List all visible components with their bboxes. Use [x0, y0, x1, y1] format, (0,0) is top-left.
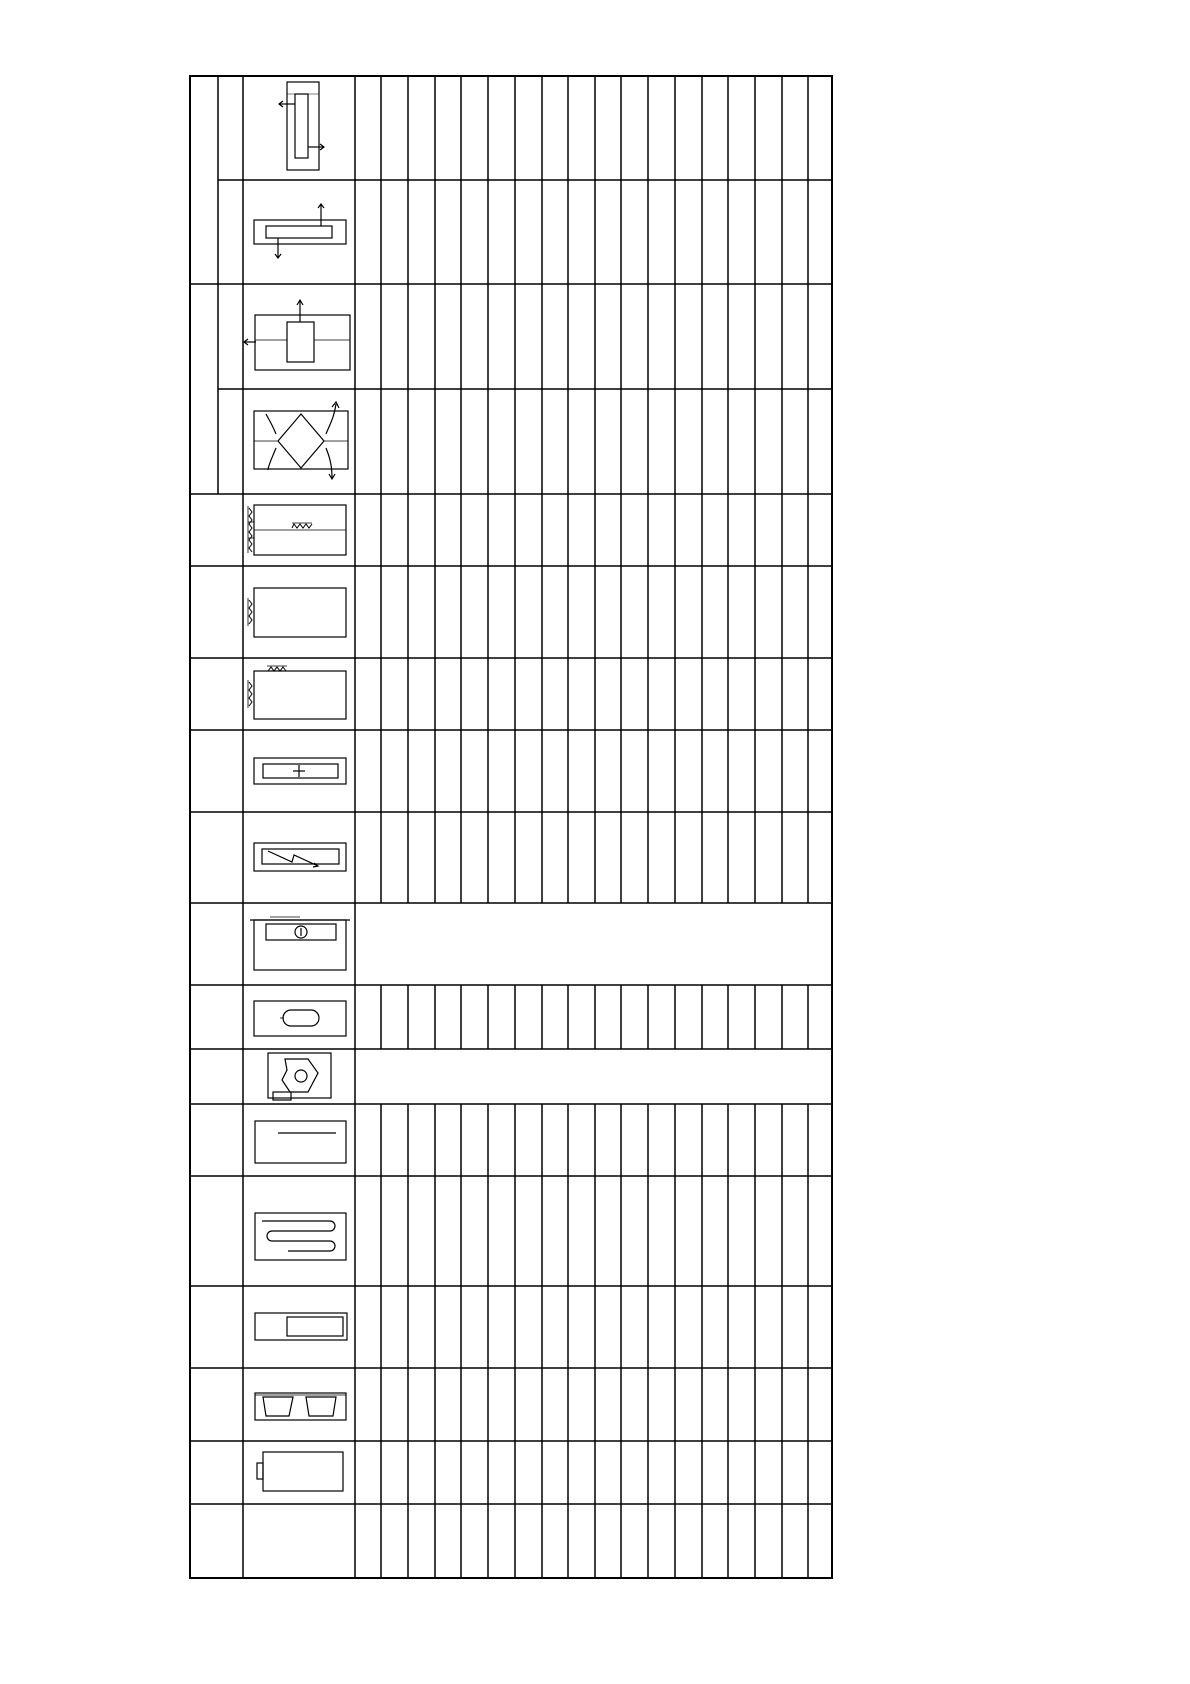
table-grid: [190, 76, 832, 1578]
hexagon-hole-icon: [268, 1053, 331, 1100]
hatched-top-left-corner-icon: [248, 505, 346, 555]
rectangle-side-tab-icon: [257, 1452, 343, 1491]
bar-with-plus-icon: [254, 758, 346, 784]
diamond-four-arrows-icon: [254, 402, 348, 479]
single-line-icon: [255, 1121, 346, 1163]
inner-rectangle-icon: [255, 1313, 347, 1340]
square-cross-arrows-icon: [244, 300, 350, 370]
vertical-bar-two-arrows-icon: [279, 82, 324, 170]
horizontal-bar-two-arrows-icon: [254, 204, 346, 258]
value-column-lines: [381, 76, 808, 1578]
hatched-top-and-left-icon: [248, 666, 346, 719]
bar-with-zigzag-icon: [254, 843, 346, 871]
two-trays-icon: [255, 1393, 346, 1420]
serpentine-lines-icon: [255, 1213, 346, 1260]
rounded-slot-icon: [254, 1001, 346, 1036]
bar-with-circle-icon: [250, 917, 350, 970]
hatched-left-edge-icon: [248, 588, 346, 637]
